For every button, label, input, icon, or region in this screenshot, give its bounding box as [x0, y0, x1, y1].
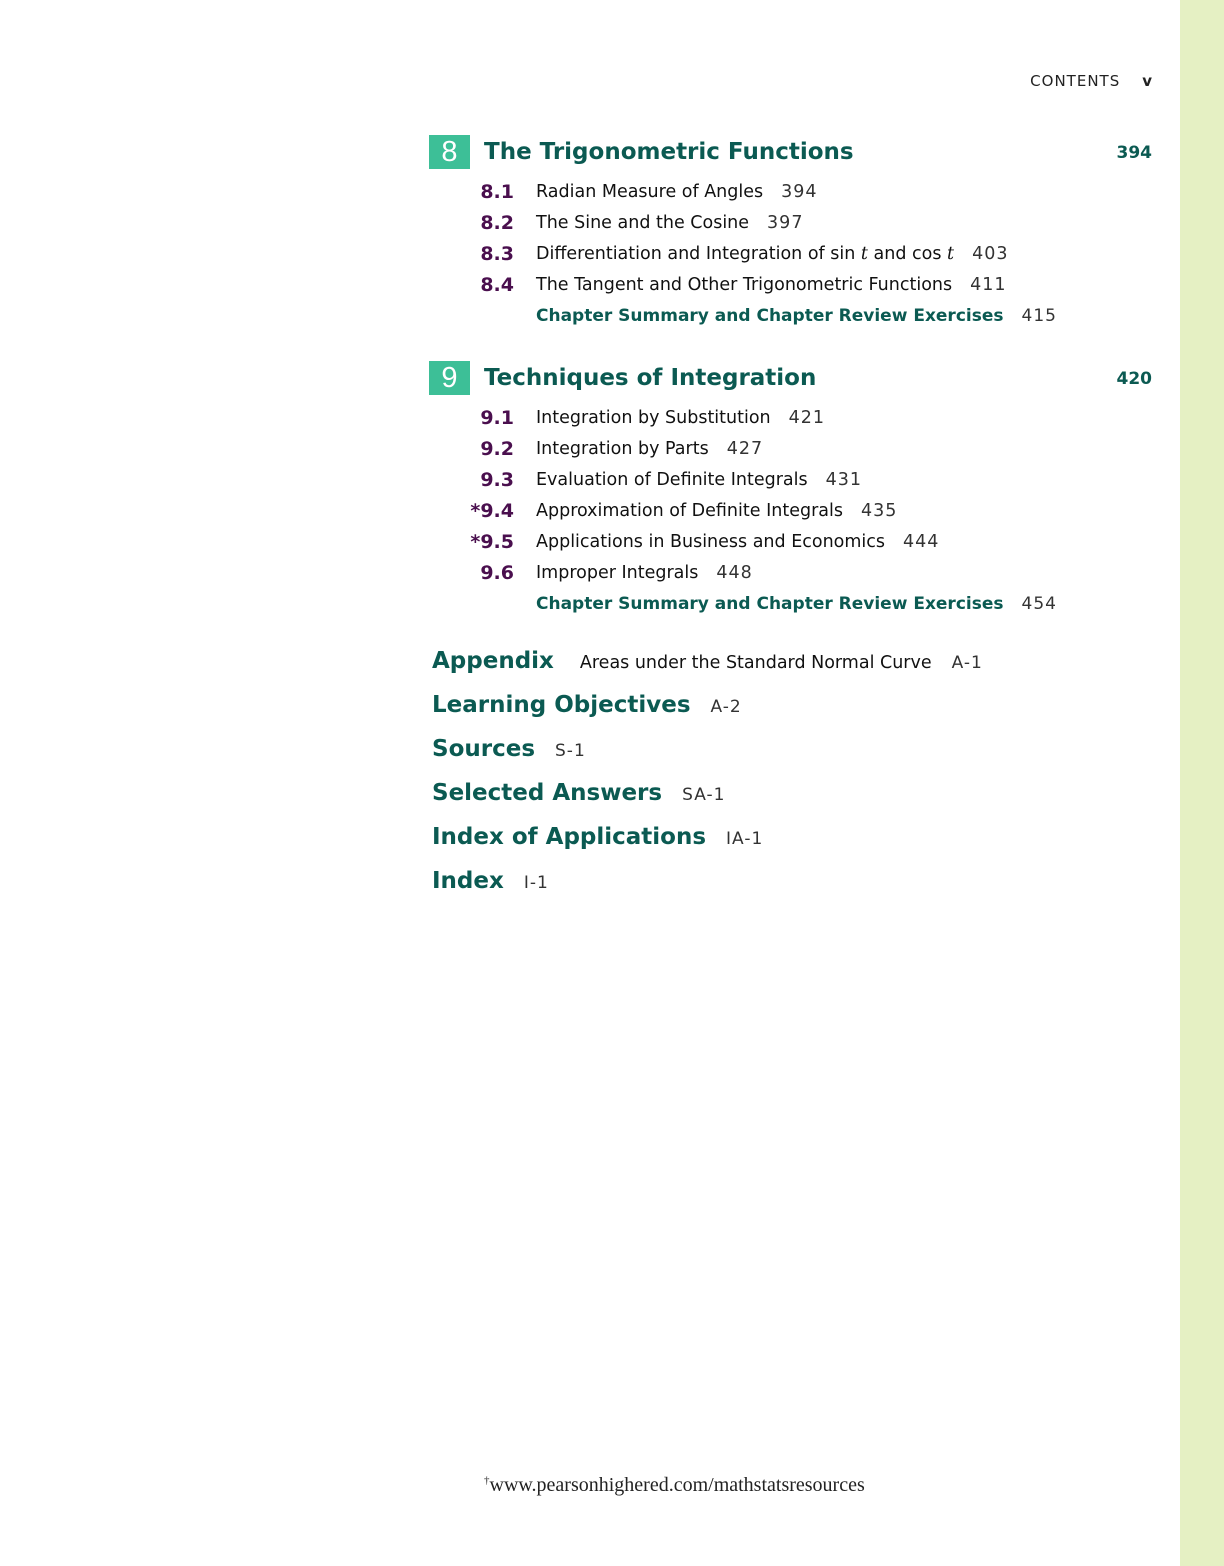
- chapter-page: 394: [1116, 143, 1152, 163]
- section-entry[interactable]: [429, 438, 1152, 469]
- section-entry[interactable]: [429, 407, 1152, 438]
- index-page: I-1: [523, 873, 549, 893]
- section-number: 8.2: [480, 212, 514, 234]
- section-title: Improper Integrals: [536, 563, 699, 583]
- footnote-mark: †: [484, 1474, 490, 1487]
- section-page: 427: [726, 439, 764, 459]
- index-entry[interactable]: [432, 868, 549, 894]
- chapter-8: [429, 135, 1152, 336]
- section-title: Differentiation and Integration of sin t and cos t: [536, 244, 955, 264]
- learning-objectives-label: Learning Objectives: [432, 692, 691, 718]
- section-title: Radian Measure of Angles: [536, 182, 764, 202]
- learning-objectives-page: A-2: [710, 697, 742, 717]
- section-title: Approximation of Definite Integrals: [536, 501, 843, 521]
- chapter-number-box: 8: [429, 135, 470, 169]
- section-page: 403: [972, 244, 1009, 264]
- section-number: *9.5: [470, 531, 514, 553]
- section-number: 9.1: [480, 407, 514, 429]
- section-page: 435: [860, 501, 898, 521]
- appendix-description: Areas under the Standard Normal Curve: [579, 653, 932, 673]
- section-page: 397: [767, 213, 804, 233]
- section-title: Integration by Substitution: [536, 408, 771, 428]
- section-number: 9.6: [480, 562, 514, 584]
- section-entry[interactable]: [429, 469, 1152, 500]
- section-title: Integration by Parts: [536, 439, 709, 459]
- sources-entry[interactable]: [432, 736, 586, 762]
- summary-page: 454: [1021, 594, 1057, 614]
- section-number: 9.3: [480, 469, 514, 491]
- section-number: *9.4: [470, 500, 514, 522]
- section-entry[interactable]: [429, 531, 1152, 562]
- section-entry[interactable]: [429, 274, 1152, 305]
- section-title: Applications in Business and Economics: [536, 532, 886, 552]
- section-title: Evaluation of Definite Integrals: [536, 470, 808, 490]
- appendix-page: A-1: [951, 653, 983, 673]
- section-entry[interactable]: [429, 212, 1152, 243]
- running-head: [960, 72, 1152, 90]
- index-of-applications-entry[interactable]: [432, 824, 763, 850]
- running-head-label: CONTENTS: [1030, 72, 1121, 90]
- selected-answers-label: Selected Answers: [432, 780, 663, 806]
- section-number: 8.4: [480, 274, 514, 296]
- footnote-url[interactable]: www.pearsonhighered.com/mathstatsresources: [489, 1474, 865, 1496]
- selected-answers-page: SA-1: [682, 785, 726, 805]
- learning-objectives-entry[interactable]: [432, 692, 742, 718]
- section-page: 448: [716, 563, 753, 583]
- selected-answers-entry[interactable]: [432, 780, 725, 806]
- summary-title: Chapter Summary and Chapter Review Exercises: [536, 594, 1004, 614]
- footnote: [484, 1474, 865, 1497]
- chapter-summary-entry[interactable]: [429, 593, 1152, 624]
- section-number: 8.3: [480, 243, 514, 265]
- summary-page: 415: [1021, 306, 1057, 326]
- section-page: 394: [781, 182, 818, 202]
- index-of-applications-label: Index of Applications: [432, 824, 707, 850]
- chapter-page: 420: [1116, 369, 1152, 389]
- index-of-applications-page: IA-1: [726, 829, 764, 849]
- chapter-title: Techniques of Integration: [484, 365, 817, 391]
- summary-title: Chapter Summary and Chapter Review Exercises: [536, 306, 1004, 326]
- section-number: 8.1: [480, 181, 514, 203]
- section-entry[interactable]: [429, 562, 1152, 593]
- sources-label: Sources: [432, 736, 536, 762]
- section-page: 421: [788, 408, 826, 428]
- appendix-label: Appendix: [432, 648, 554, 674]
- section-title: The Tangent and Other Trigonometric Functions: [536, 275, 953, 295]
- section-page: 411: [970, 275, 1007, 295]
- index-label: Index: [432, 868, 504, 894]
- side-color-band: [1180, 0, 1224, 1566]
- chapter-title: The Trigonometric Functions: [484, 139, 854, 165]
- page-number: v: [1142, 72, 1152, 90]
- chapter-9: [429, 361, 1152, 624]
- section-number: 9.2: [480, 438, 514, 460]
- section-page: 431: [825, 470, 863, 490]
- section-title: The Sine and the Cosine: [536, 213, 750, 233]
- chapter-summary-entry[interactable]: [429, 305, 1152, 336]
- appendix-entry[interactable]: [432, 648, 983, 674]
- chapter-heading[interactable]: [429, 361, 1152, 397]
- section-entry[interactable]: [429, 181, 1152, 212]
- chapter-number-box: 9: [429, 361, 470, 395]
- sources-page: S-1: [555, 741, 586, 761]
- section-page: 444: [903, 532, 940, 552]
- chapter-heading[interactable]: [429, 135, 1152, 171]
- section-entry[interactable]: [429, 500, 1152, 531]
- section-entry[interactable]: [429, 243, 1152, 274]
